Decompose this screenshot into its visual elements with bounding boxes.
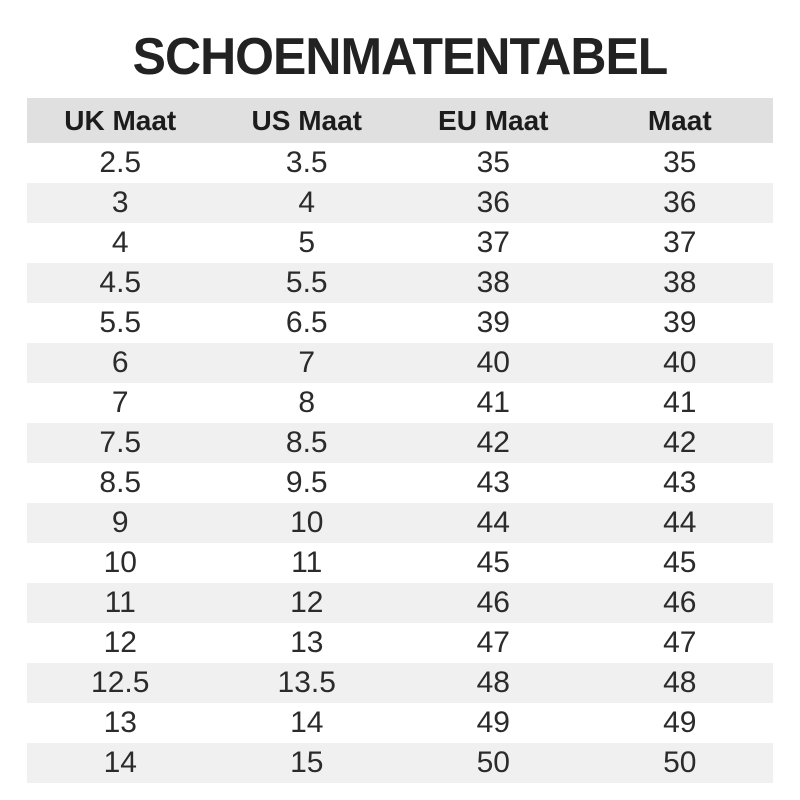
uk-size-cell: 4.5 [99,266,142,299]
table-row [27,263,773,303]
us-size-cell: 10 [290,506,324,539]
maat-size-cell: 48 [663,666,697,699]
maat-size-cell: 41 [663,386,697,419]
table-row [27,143,773,183]
maat-size-cell: 49 [663,706,697,739]
table-body [27,143,773,783]
column-header-uk-maat: UK Maat [64,104,177,136]
us-size-cell: 13.5 [277,666,336,699]
us-size-cell: 8.5 [285,426,328,459]
table-row [27,303,773,343]
table-row [27,343,773,383]
table-row [27,423,773,463]
eu-size-cell: 44 [476,506,510,539]
table-row [27,623,773,663]
eu-size-cell: 50 [476,746,510,779]
table-row [27,183,773,223]
page-title: SCHOENMATENTABEL [132,28,668,86]
maat-size-cell: 44 [663,506,697,539]
us-size-cell: 13 [290,626,324,659]
maat-size-cell: 47 [663,626,697,659]
uk-size-cell: 7 [111,386,129,419]
table-row [27,663,773,703]
uk-size-cell: 7.5 [99,426,142,459]
eu-size-cell: 35 [476,146,510,179]
table-row [27,503,773,543]
maat-size-cell: 36 [663,186,697,219]
maat-size-cell: 40 [663,346,697,379]
table-row [27,383,773,423]
us-size-cell: 4 [298,186,316,219]
uk-size-cell: 8.5 [99,466,142,499]
uk-size-cell: 11 [104,586,136,619]
eu-size-cell: 36 [476,186,510,219]
us-size-cell: 12 [290,586,324,619]
eu-size-cell: 43 [476,466,510,499]
us-size-cell: 3.5 [285,146,328,179]
table-row [27,583,773,623]
us-size-cell: 9.5 [285,466,328,499]
us-size-cell: 14 [290,706,324,739]
uk-size-cell: 12 [103,626,137,659]
us-size-cell: 8 [298,386,316,419]
shoe-size-table [27,98,773,783]
maat-size-cell: 46 [663,586,697,619]
uk-size-cell: 10 [103,546,137,579]
maat-size-cell: 42 [663,426,697,459]
eu-size-cell: 48 [476,666,510,699]
us-size-cell: 7 [298,346,316,379]
maat-size-cell: 38 [663,266,697,299]
uk-size-cell: 13 [103,706,137,739]
table-row [27,703,773,743]
maat-size-cell: 43 [663,466,697,499]
eu-size-cell: 40 [476,346,510,379]
us-size-cell: 5 [298,226,316,259]
uk-size-cell: 14 [103,746,137,779]
page [0,26,800,800]
maat-size-cell: 45 [663,546,697,579]
uk-size-cell: 9 [111,506,129,539]
eu-size-cell: 46 [476,586,510,619]
eu-size-cell: 49 [476,706,510,739]
us-size-cell: 15 [290,746,324,779]
us-size-cell: 11 [291,546,323,579]
table-row [27,543,773,583]
table-header-row [27,98,773,143]
uk-size-cell: 12.5 [91,666,150,699]
eu-size-cell: 47 [476,626,510,659]
table-row [27,223,773,263]
uk-size-cell: 2.5 [99,146,142,179]
maat-size-cell: 35 [663,146,697,179]
maat-size-cell: 50 [663,746,697,779]
eu-size-cell: 38 [476,266,510,299]
column-header-eu-maat: EU Maat [438,104,549,136]
maat-size-cell: 37 [663,226,697,259]
maat-size-cell: 39 [663,306,697,339]
uk-size-cell: 6 [111,346,129,379]
column-header-us-maat: US Maat [251,104,362,136]
uk-size-cell: 4 [111,226,129,259]
uk-size-cell: 5.5 [99,306,142,339]
table-row [27,463,773,503]
table-row [27,743,773,783]
eu-size-cell: 37 [476,226,510,259]
eu-size-cell: 45 [476,546,510,579]
us-size-cell: 5.5 [285,266,328,299]
us-size-cell: 6.5 [285,306,328,339]
eu-size-cell: 42 [476,426,510,459]
column-header-maat: Maat [647,104,712,136]
eu-size-cell: 39 [476,306,510,339]
uk-size-cell: 3 [111,186,129,219]
eu-size-cell: 41 [476,386,510,419]
